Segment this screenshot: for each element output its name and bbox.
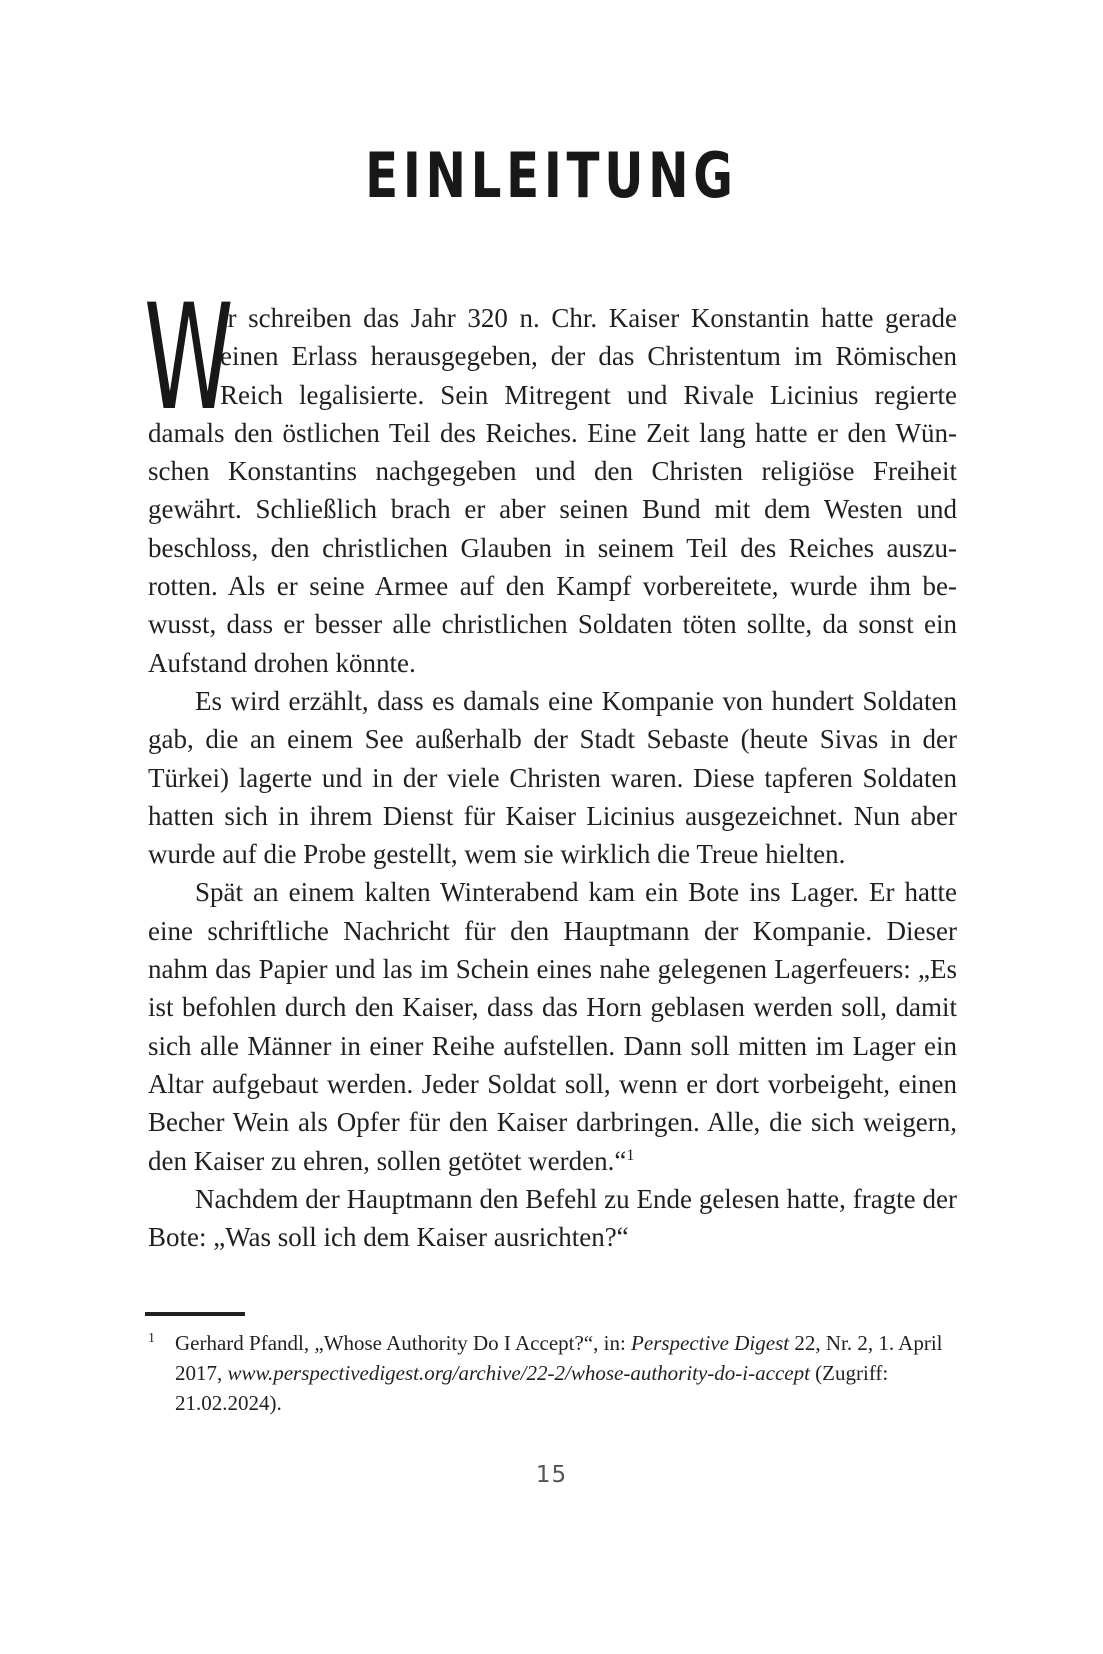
footnote-author-title: Gerhard Pfandl, „Whose Authority Do I Accept?“, in:: [175, 1331, 632, 1355]
paragraph-1: [144, 273, 957, 682]
footnote-issue-date: 22, Nr. 2, 1. April 2017,: [175, 1331, 943, 1385]
footnote-text: [175, 1328, 957, 1418]
paragraph-3-text: Spät an einem kalten Winterabend kam ein Bote ins Lager. Er hatte eine schriftliche Nachricht für den Hauptmann der Kompanie. Dieser nahm das Papier und las im Schein eines nahe gelegenen Lagerfeuers: „Es ist befohlen durch den Kaiser, dass das Horn geblasen werden soll, damit sich alle Männer in einer Reihe aufstellen. Dann soll mitten im Lager ein Altar aufgebaut werden. Jeder Soldat soll, wenn er dort vorbeigeht, einen Becher Wein als Opfer für den Kaiser darbringen. Alle, die sich weigern, den Kaiser zu ehren, sollen getötet werden.“: [148, 877, 957, 1176]
page-number: 15: [535, 1462, 568, 1488]
footnote-number: 1: [148, 1331, 155, 1346]
paragraph-1-text: ir schreiben das Jahr 320 n. Chr. Kaiser Konstantin hatte gerade einen Erlass herausgegeben, der das Christentum im Römischen Reich legalisierte. Sein Mitregent und Rivale Licinius regierte damals den östlichen Teil des Reiches. Eine Zeit lang hatte er den Wünschen Konstantins nachgegeben und den Christen religiöse Freiheit gewährt. Schließlich brach er aber seinen Bund mit dem Westen und beschloss, den christlichen Glauben in seinem Teil des Reiches auszurotten. Als er seine Armee auf den Kampf vorbereitete, wurde ihm bewusst, dass er besser alle christlichen Soldaten töten sollte, da sonst ein Aufstand drohen könnte.: [148, 303, 957, 678]
footnote-url[interactable]: www.perspectivedigest.org/archive/22-2/whose-authority-do-i-accept: [227, 1361, 810, 1385]
footnote-separator: [145, 1312, 245, 1316]
footnote-journal: Perspective Digest: [631, 1331, 790, 1355]
chapter-title: EINLEITUNG: [365, 139, 738, 212]
footnote: [148, 1328, 957, 1418]
paragraph-2: Es wird erzählt, dass es damals eine Kompanie von hundert Soldaten gab, die an einem See außerhalb der Stadt Sebaste (heute Sivas in der Türkei) lagerte und in der viele Christen waren. Diese tapferen Soldaten hatten sich in ihrem Dienst für Kaiser Licinius ausgezeichnet. Nun aber wurde auf die Probe gestellt, wem sie wirklich die Treue hielten.: [148, 685, 957, 870]
body-text: [144, 273, 957, 1256]
footnote-reference[interactable]: 1: [626, 1146, 635, 1164]
paragraph-4: Nachdem der Hauptmann den Befehl zu Ende gelesen hatte, fragte der Bote: „Was soll ich dem Kaiser ausrichten?“: [148, 1183, 957, 1253]
paragraph-3: [148, 873, 957, 1179]
footnote-access-date: (Zugriff: 21.02.2024).: [175, 1361, 889, 1415]
drop-cap: W: [144, 273, 234, 443]
